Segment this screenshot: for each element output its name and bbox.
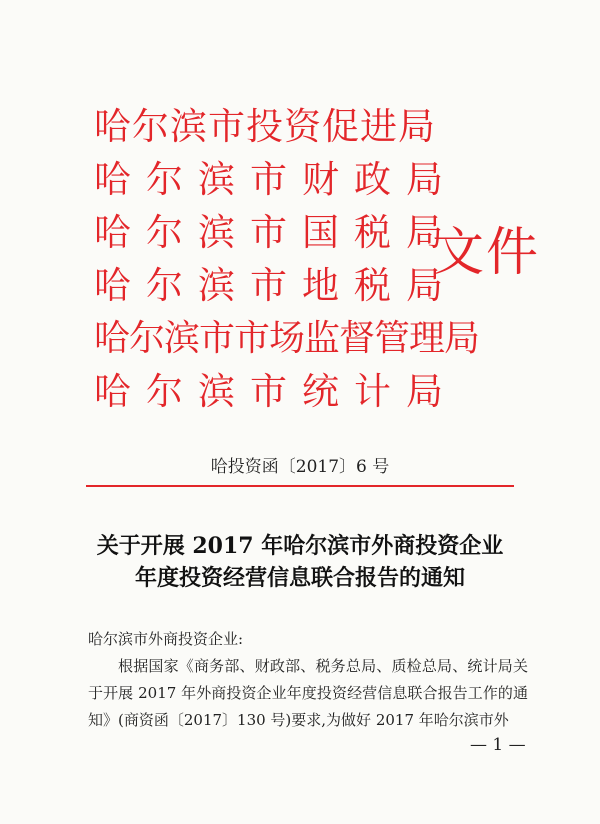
issuer-finance: 哈尔滨市财政局 (94, 158, 458, 201)
title-line-1: 关于开展 2017 年哈尔滨市外商投资企业 (96, 533, 504, 559)
issuer-local-tax: 哈尔滨市地税局 (94, 264, 458, 307)
issuer-state-tax: 哈尔滨市国税局 (94, 211, 458, 254)
issuer-statistics: 哈尔滨市统计局 (94, 370, 458, 413)
salutation: 哈尔滨市外商投资企业: (88, 630, 244, 648)
red-divider (86, 485, 514, 487)
issuer-investment-promotion: 哈尔滨市投资促进局 (94, 105, 436, 148)
notice-title (0, 530, 600, 594)
document-suffix: 文件 (432, 223, 541, 283)
issuer-list (94, 100, 480, 418)
notice-body (88, 626, 528, 734)
title-line-2: 年度投资经营信息联合报告的通知 (134, 565, 465, 591)
page-number: — 1 — (470, 735, 526, 755)
document-number: 哈投资函〔2017〕6 号 (210, 457, 390, 477)
body-paragraph: 根据国家《商务部、财政部、税务总局、质检总局、统计局关于开展 2017 年外商投资企业年度投资经营信息联合报告工作的通知》(商资函〔2017〕130 号)要求,为做好 2017 年哈尔滨市外 (88, 657, 528, 729)
issuer-market-supervision: 哈尔滨市市场监督管理局 (94, 318, 480, 359)
